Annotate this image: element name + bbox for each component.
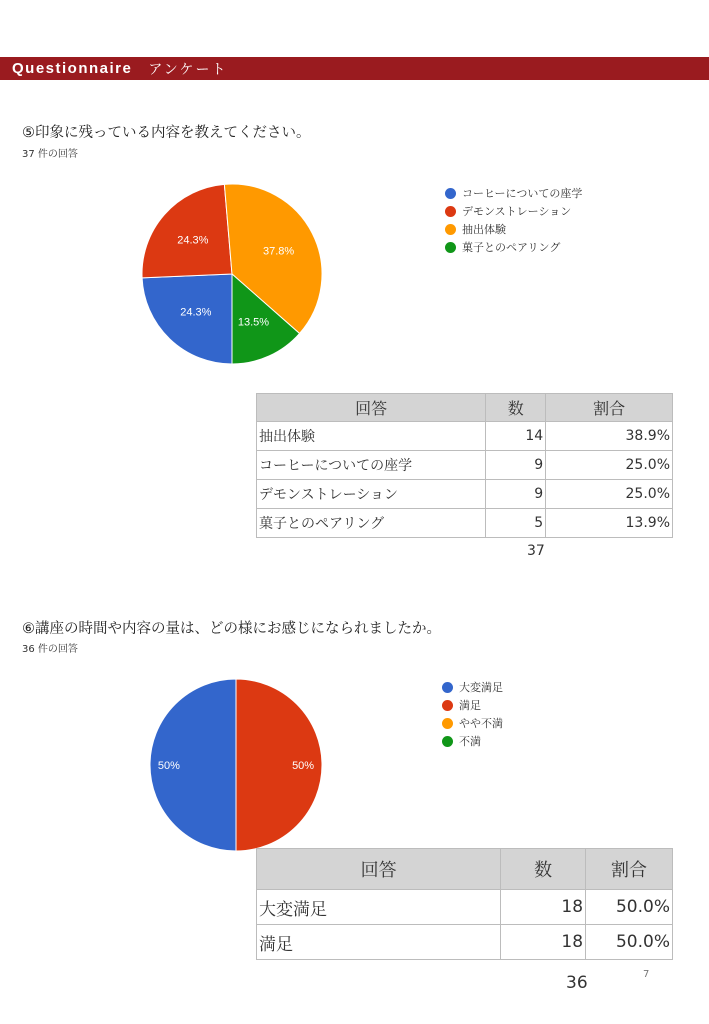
q6-legend-label: 満足 — [459, 699, 481, 712]
header-title-jp: アンケート — [148, 61, 228, 78]
legend-dot-icon — [442, 718, 453, 729]
q6-legend — [442, 678, 503, 750]
cell-count: 14 — [486, 422, 546, 451]
table-row — [257, 509, 673, 538]
cell-answer: コーヒーについての座学 — [257, 451, 486, 480]
q5-results-table — [256, 393, 673, 538]
cell-ratio: 13.9% — [546, 509, 673, 538]
header-count: 数 — [501, 849, 586, 890]
legend-dot-icon — [445, 206, 456, 217]
legend-dot-icon — [442, 736, 453, 747]
q5-slice-0 — [142, 274, 232, 364]
cell-count: 18 — [501, 890, 586, 925]
section-header-bar — [0, 57, 709, 80]
legend-dot-icon — [442, 682, 453, 693]
table-header-row — [257, 394, 673, 422]
cell-answer: 満足 — [257, 925, 501, 960]
q5-response-count: 37 件の回答 — [22, 149, 78, 160]
cell-count: 9 — [486, 451, 546, 480]
q5-pie-chart — [140, 182, 324, 366]
q5-slice-label-0: 24.3% — [180, 306, 212, 319]
cell-ratio: 50.0% — [586, 890, 673, 925]
cell-count: 5 — [486, 509, 546, 538]
table-row — [257, 925, 673, 960]
q6-legend-item — [442, 678, 503, 696]
q5-legend-item — [445, 238, 582, 256]
q6-legend-item — [442, 696, 503, 714]
header-answer: 回答 — [257, 394, 486, 422]
q6-response-count: 36 件の回答 — [22, 644, 78, 655]
table-row — [257, 480, 673, 509]
cell-ratio: 25.0% — [546, 451, 673, 480]
page-number: 7 — [643, 969, 650, 980]
q5-total: 37 — [527, 543, 545, 559]
q5-legend-item — [445, 202, 582, 220]
q5-legend — [445, 184, 582, 256]
cell-answer: デモンストレーション — [257, 480, 486, 509]
cell-answer: 抽出体験 — [257, 422, 486, 451]
cell-count: 18 — [501, 925, 586, 960]
q5-legend-label: コーヒーについての座学 — [462, 187, 583, 200]
cell-count: 9 — [486, 480, 546, 509]
header-ratio: 割合 — [546, 394, 673, 422]
header-count: 数 — [486, 394, 546, 422]
q5-legend-item — [445, 220, 582, 238]
q5-legend-label: デモンストレーション — [462, 205, 572, 218]
q6-slice-label-0: 50% — [157, 760, 180, 772]
q6-results-table — [256, 848, 673, 960]
header-ratio: 割合 — [586, 849, 673, 890]
legend-dot-icon — [445, 242, 456, 253]
cell-answer: 大変満足 — [257, 890, 501, 925]
table-row — [257, 422, 673, 451]
table-header-row — [257, 849, 673, 890]
q6-title: ⑥講座の時間や内容の量は、どの様にお感じになられましたか。 — [22, 621, 441, 637]
header-title-en: Questionnaire — [12, 60, 133, 77]
legend-dot-icon — [445, 224, 456, 235]
q6-pie-chart — [148, 677, 324, 853]
q5-slice-1 — [142, 184, 232, 277]
q5-legend-label: 菓子とのペアリング — [462, 241, 561, 254]
q6-legend-item — [442, 714, 503, 732]
q6-total: 36 — [566, 973, 588, 993]
cell-answer: 菓子とのペアリング — [257, 509, 486, 538]
q5-legend-label: 抽出体験 — [462, 223, 506, 236]
q5-title: ⑤印象に残っている内容を教えてください。 — [22, 125, 311, 141]
q5-slice-label-1: 24.3% — [177, 234, 209, 247]
legend-dot-icon — [445, 188, 456, 199]
q5-legend-item — [445, 184, 582, 202]
header-answer: 回答 — [257, 849, 501, 890]
cell-ratio: 50.0% — [586, 925, 673, 960]
q6-slice-label-1: 50% — [292, 760, 315, 772]
q5-slice-label-2: 37.8% — [263, 245, 295, 258]
q6-legend-item — [442, 732, 503, 750]
cell-ratio: 38.9% — [546, 422, 673, 451]
legend-dot-icon — [442, 700, 453, 711]
table-row — [257, 890, 673, 925]
q6-legend-label: 不満 — [459, 735, 481, 748]
q6-legend-label: 大変満足 — [459, 681, 503, 694]
q5-slice-label-3: 13.5% — [237, 316, 270, 329]
q6-legend-label: やや不満 — [459, 717, 503, 730]
table-row — [257, 451, 673, 480]
cell-ratio: 25.0% — [546, 480, 673, 509]
